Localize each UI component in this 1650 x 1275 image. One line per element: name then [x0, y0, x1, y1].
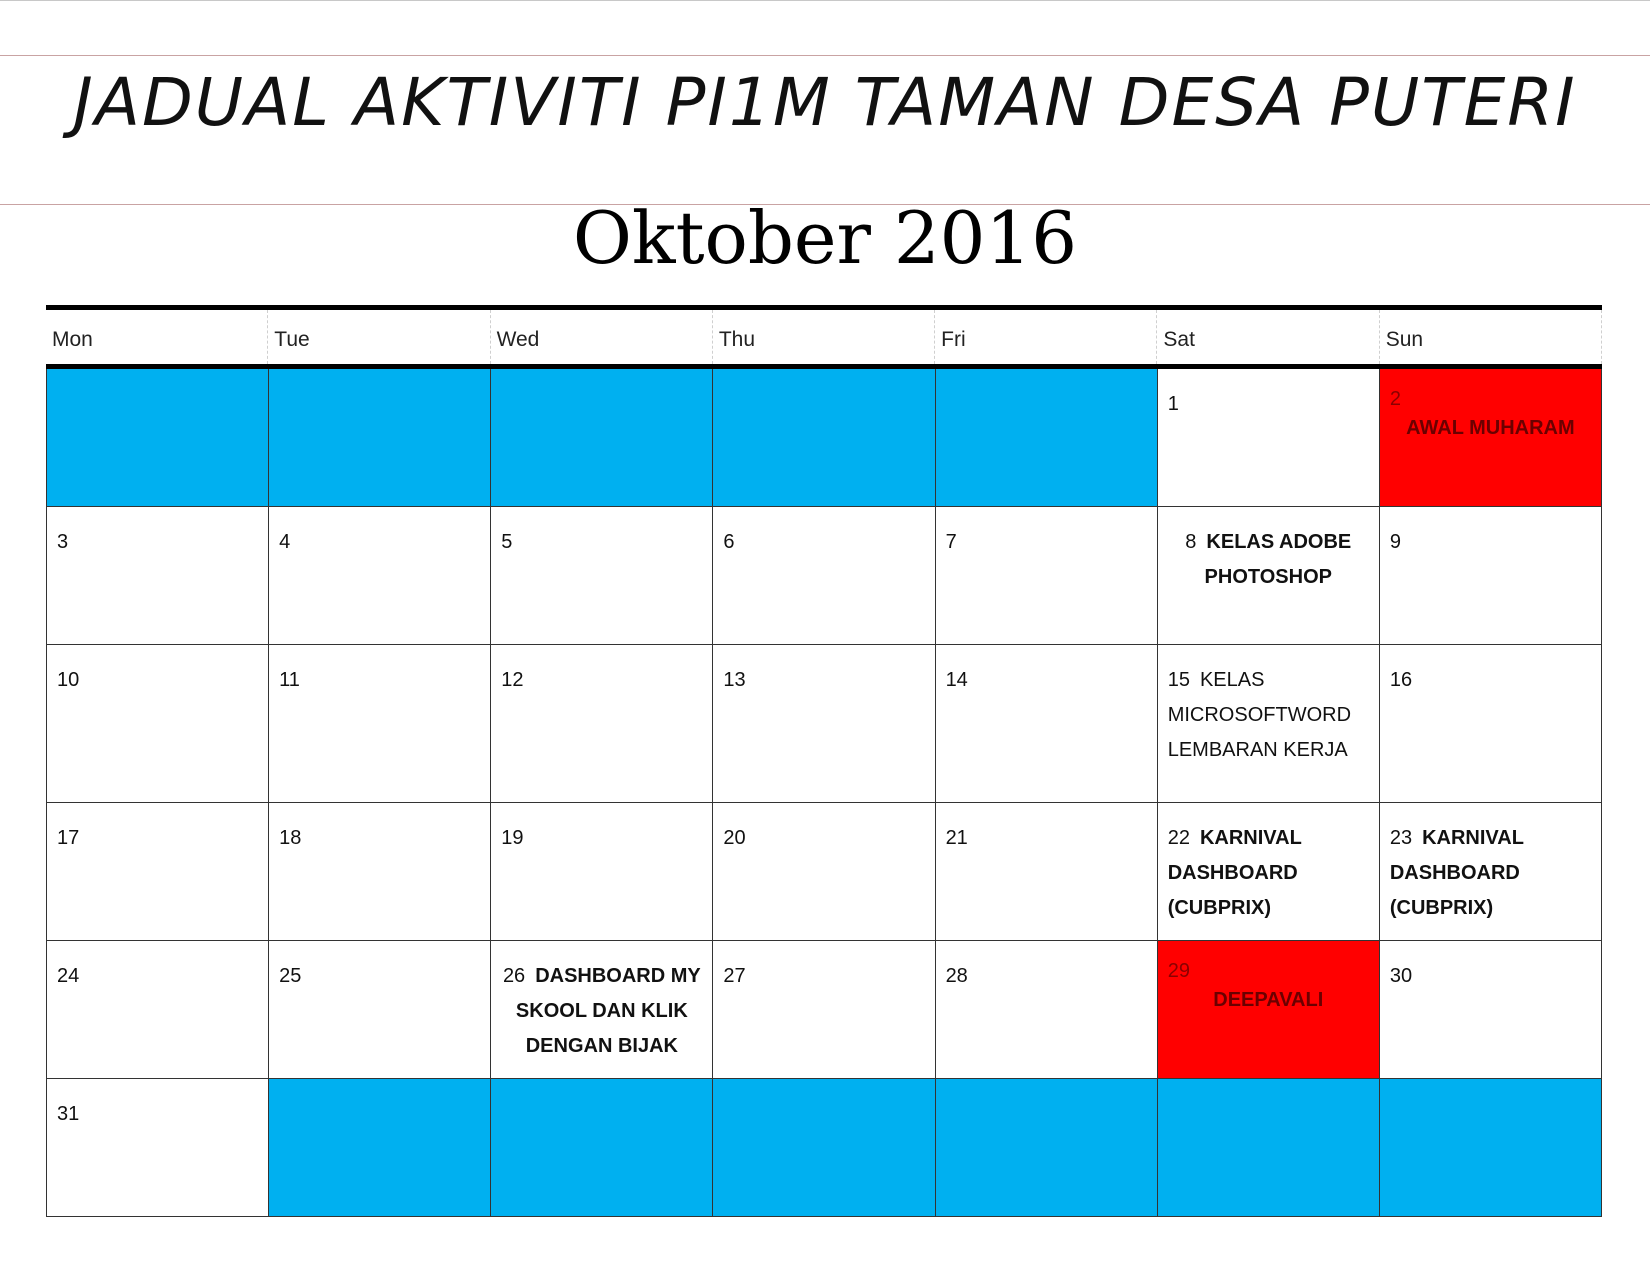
header-rule-upper	[0, 55, 1650, 56]
day-number: 31	[57, 1103, 80, 1125]
holiday-day-cell	[1158, 941, 1380, 1079]
day-cell	[491, 803, 713, 941]
day-number: 8	[1185, 531, 1197, 553]
calendar-week-row	[47, 803, 1602, 941]
empty-day-cell	[1380, 1079, 1602, 1217]
day-cell	[936, 645, 1158, 803]
day-number: 6	[723, 531, 735, 553]
day-cell	[47, 941, 269, 1079]
day-cell	[269, 803, 491, 941]
day-cell	[47, 507, 269, 645]
day-number: 19	[501, 827, 524, 849]
holiday-day-cell	[1380, 369, 1602, 507]
day-number: 13	[723, 669, 746, 691]
weekday-header: Wed	[491, 310, 713, 364]
day-number: 5	[501, 531, 513, 553]
event-day-cell	[491, 941, 713, 1079]
event-label: KARNIVAL DASHBOARD (CUBPRIX)	[1389, 827, 1524, 919]
day-cell	[936, 803, 1158, 941]
empty-day-cell	[269, 1079, 491, 1217]
weekday-header: Fri	[935, 310, 1157, 364]
day-number: 3	[57, 531, 69, 553]
weekday-header: Mon	[46, 310, 268, 364]
calendar	[46, 305, 1602, 1217]
day-number: 23	[1389, 827, 1413, 849]
day-cell	[269, 941, 491, 1079]
day-number: 11	[279, 669, 300, 691]
calendar-week-row	[47, 507, 1602, 645]
weekday-header: Thu	[713, 310, 935, 364]
top-rule	[0, 0, 1650, 1]
day-number: 30	[1389, 965, 1413, 987]
day-cell	[47, 803, 269, 941]
day-number: 17	[57, 827, 80, 849]
day-number: 9	[1389, 531, 1401, 553]
holiday-label: DEEPAVALI	[1213, 989, 1324, 1011]
day-number: 22	[1167, 827, 1190, 849]
event-label: DASHBOARD MY SKOOL DAN KLIK DENGAN BIJAK	[515, 965, 701, 1057]
empty-day-cell	[491, 369, 713, 507]
month-title: Oktober 2016	[572, 196, 1078, 280]
day-cell	[47, 645, 269, 803]
weekday-header: Sun	[1380, 310, 1602, 364]
day-cell	[269, 507, 491, 645]
weekday-header: Sat	[1157, 310, 1379, 364]
day-number: 16	[1389, 669, 1413, 691]
calendar-week-row	[47, 941, 1602, 1079]
empty-day-cell	[936, 369, 1158, 507]
day-number: 29	[1167, 960, 1190, 982]
day-cell	[1380, 941, 1602, 1079]
day-cell	[713, 507, 935, 645]
event-day-cell	[1380, 803, 1602, 941]
day-number: 28	[945, 965, 968, 987]
empty-day-cell	[713, 369, 935, 507]
day-number: 7	[945, 531, 957, 553]
day-cell	[713, 941, 935, 1079]
empty-day-cell	[713, 1079, 935, 1217]
day-cell	[713, 803, 935, 941]
day-number: 21	[945, 827, 968, 849]
calendar-week-row	[47, 369, 1602, 507]
day-number: 10	[57, 669, 80, 691]
day-number: 14	[945, 669, 968, 691]
day-number: 12	[501, 669, 524, 691]
day-cell	[936, 941, 1158, 1079]
day-cell	[1158, 369, 1380, 507]
page-title: JADUAL AKTIVITI PI1M TAMAN DESA PUTERI	[73, 64, 1577, 141]
day-number: 26	[502, 965, 526, 987]
empty-day-cell	[491, 1079, 713, 1217]
day-cell	[936, 507, 1158, 645]
day-cell	[491, 507, 713, 645]
holiday-label: AWAL MUHARAM	[1406, 417, 1575, 439]
day-cell	[1380, 507, 1602, 645]
weekday-header: Tue	[268, 310, 490, 364]
calendar-week-row	[47, 645, 1602, 803]
empty-day-cell	[269, 369, 491, 507]
day-number: 25	[279, 965, 302, 987]
event-label: KELAS ADOBE PHOTOSHOP	[1204, 531, 1352, 588]
day-cell	[47, 1079, 269, 1217]
day-number: 24	[57, 965, 80, 987]
calendar-weeks	[46, 369, 1602, 1217]
day-cell	[269, 645, 491, 803]
day-cell	[713, 645, 935, 803]
event-day-cell	[1158, 645, 1380, 803]
day-number: 1	[1167, 393, 1179, 415]
empty-day-cell	[936, 1079, 1158, 1217]
day-number: 4	[279, 531, 291, 553]
event-label: KELAS MICROSOFTWORD LEMBARAN KERJA	[1167, 669, 1352, 761]
day-number: 27	[723, 965, 746, 987]
day-number: 18	[279, 827, 302, 849]
empty-day-cell	[47, 369, 269, 507]
empty-day-cell	[1158, 1079, 1380, 1217]
event-label: KARNIVAL DASHBOARD (CUBPRIX)	[1167, 827, 1302, 919]
day-number: 15	[1167, 669, 1190, 691]
event-day-cell	[1158, 507, 1380, 645]
day-number: 2	[1389, 388, 1401, 410]
calendar-week-row	[47, 1079, 1602, 1217]
weekday-header-row	[46, 310, 1602, 369]
day-number: 20	[723, 827, 746, 849]
day-cell	[1380, 645, 1602, 803]
event-day-cell	[1158, 803, 1380, 941]
day-cell	[491, 645, 713, 803]
